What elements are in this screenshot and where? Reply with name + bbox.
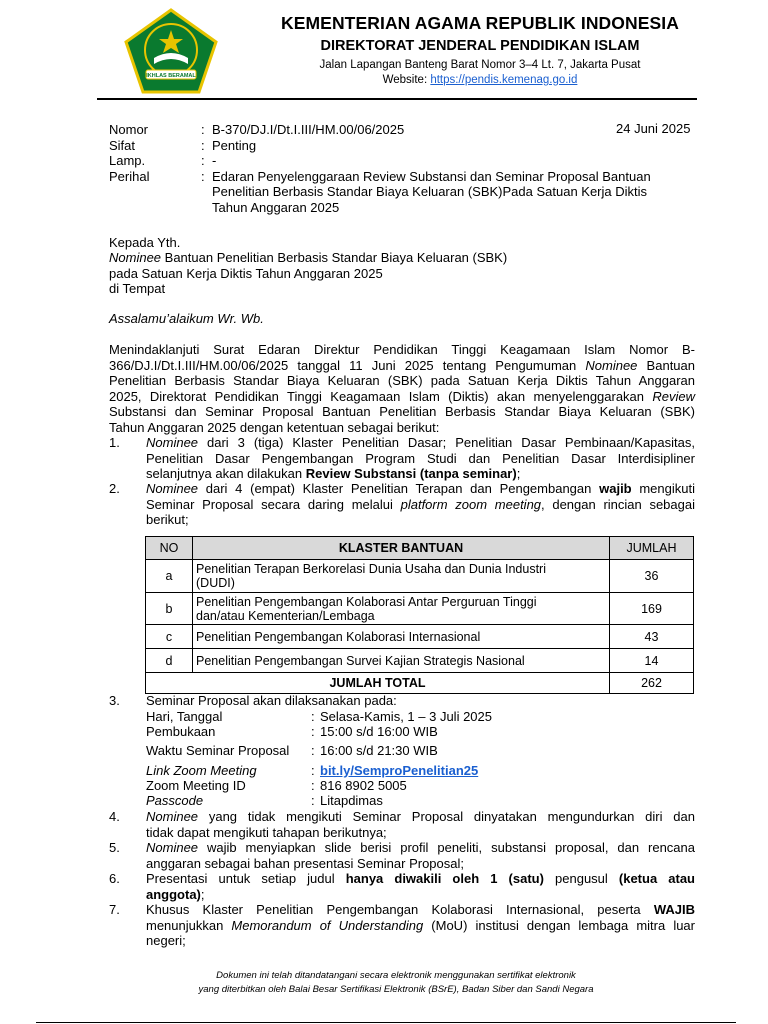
recipient-line: di Tempat [109, 281, 166, 296]
row-klaster: Penelitian Pengembangan Kolaborasi Internasional [193, 625, 610, 649]
letter-date: 24 Juni 2025 [616, 121, 691, 136]
pembukaan-label: Pembukaan [146, 724, 216, 739]
directorate-title: DIREKTORAT JENDERAL PENDIDIKAN ISLAM [320, 38, 640, 54]
row-no: b [146, 593, 193, 625]
recipient-line: Kepada Yth. [109, 235, 181, 250]
zoom-id-value: 816 8902 5005 [320, 778, 407, 793]
hari-value: Selasa-Kamis, 1 – 3 Juli 2025 [320, 709, 492, 724]
address: Jalan Lapangan Banteng Barat Nomor 3–4 Lt. 7, Jakarta Pusat [319, 59, 641, 71]
row-klaster: Penelitian Terapan Berkorelasi Dunia Usaha dan Dunia Industri (DUDI) [193, 560, 610, 593]
perihal-line: Penelitian Berbasis Standar Biaya Keluaran (SBK)Pada Satuan Kerja Diktis [212, 184, 648, 199]
table-row [146, 625, 694, 649]
colon: : [201, 122, 205, 137]
colon: : [311, 724, 315, 739]
list-item: Nominee yang tidak mengikuti Seminar Proposal dinyatakan mengundurkan diri dan tidak dapat mengikuti tahapan berikutnya; [146, 809, 695, 840]
row-klaster: Penelitian Pengembangan Survei Kajian Strategis Nasional [193, 649, 610, 673]
row-jumlah: 43 [610, 625, 694, 649]
row-jumlah: 169 [610, 593, 694, 625]
col-jumlah: JUMLAH [610, 537, 694, 560]
colon: : [311, 778, 315, 793]
kemenag-logo [124, 8, 218, 94]
recipient-line: Nominee Bantuan Penelitian Berbasis Standar Biaya Keluaran (SBK) [109, 250, 508, 265]
perihal-line: Edaran Penyelenggaraan Review Substansi dan Seminar Proposal Bantuan [212, 169, 651, 184]
list-item: Presentasi untuk setiap judul hanya diwakili oleh 1 (satu) pengusul (ketua atau anggota); [146, 871, 695, 902]
website: Website: https://pendis.kemenag.go.id [382, 74, 578, 86]
colon: : [201, 169, 205, 184]
table-row [146, 649, 694, 673]
nomor-label: Nomor [109, 122, 149, 137]
list-number: 4. [109, 809, 120, 824]
table-header-row [146, 537, 694, 560]
list-number: 5. [109, 840, 120, 855]
recipient-line: pada Satuan Kerja Diktis Tahun Anggaran 2025 [109, 266, 383, 281]
total-value: 262 [610, 673, 694, 694]
footer-divider [36, 1022, 736, 1023]
list-item: Seminar Proposal akan dilaksanakan pada: [146, 693, 397, 708]
list-item: Nominee wajib menyiapkan slide berisi profil peneliti, substansi proposal, dan rencana anggaran sebagai bahan presentasi Seminar Proposal; [146, 840, 695, 871]
svg-text:IKHLAS BERAMAL: IKHLAS BERAMAL [146, 73, 196, 79]
passcode-label: Passcode [146, 793, 204, 808]
lamp-label: Lamp. [109, 153, 146, 168]
passcode-value: Litapdimas [320, 793, 383, 808]
waktu-value: 16:00 s/d 21:30 WIB [320, 743, 438, 758]
colon: : [201, 153, 205, 168]
nomor-value: B-370/DJ.I/Dt.I.III/HM.00/06/2025 [212, 122, 405, 137]
row-no: d [146, 649, 193, 673]
row-no: a [146, 560, 193, 593]
list-item: Khusus Klaster Penelitian Pengembangan Kolaborasi Internasional, peserta WAJIB menunjukkan Memorandum of Understanding (MoU) institusi dengan lembaga mitra luar negeri; [146, 902, 695, 948]
table-row [146, 560, 694, 593]
lamp-value: - [212, 153, 217, 168]
list-number: 7. [109, 902, 120, 917]
greeting: Assalamu’alaikum Wr. Wb. [109, 311, 264, 326]
row-jumlah: 36 [610, 560, 694, 593]
list-item: Nominee dari 3 (tiga) Klaster Penelitian Dasar; Penelitian Dasar Pembinaan/Kapasitas, Penelitian Dasar Pengembangan Program Studi dan Penelitian Dasar Interdisipliner selanjutnya akan dilakukan Review Substansi (tanpa seminar); [146, 435, 695, 481]
colon: : [311, 743, 315, 758]
colon: : [201, 138, 205, 153]
row-jumlah: 14 [610, 649, 694, 673]
waktu-label: Waktu Seminar Proposal [146, 743, 290, 758]
col-klaster: KLASTER BANTUAN [193, 537, 610, 560]
footer-note: Dokumen ini telah ditandatangani secara elektronik menggunakan sertifikat elektronik [216, 970, 576, 981]
row-no: c [146, 625, 193, 649]
total-label: JUMLAH TOTAL [146, 673, 610, 694]
sifat-value: Penting [212, 138, 257, 153]
website-link[interactable]: https://pendis.kemenag.go.id [430, 74, 578, 86]
list-item: Nominee dari 4 (empat) Klaster Penelitian Terapan dan Pengembangan wajib mengikuti Seminar Proposal secara daring melalui platform zoom meeting, dengan rincian sebagai berikut; [146, 481, 695, 527]
pembukaan-value: 15:00 s/d 16:00 WIB [320, 724, 438, 739]
perihal-label: Perihal [109, 169, 150, 184]
klaster-table [145, 536, 694, 694]
table-row [146, 593, 694, 625]
link-label: Link Zoom Meeting [146, 763, 257, 778]
col-no: NO [146, 537, 193, 560]
list-number: 6. [109, 871, 120, 886]
hari-label: Hari, Tanggal [146, 709, 223, 724]
row-klaster: Penelitian Pengembangan Kolaborasi Antar Perguruan Tinggi dan/atau Kementerian/Lembaga [193, 593, 610, 625]
sifat-label: Sifat [109, 138, 136, 153]
list-number: 3. [109, 693, 120, 708]
colon: : [311, 709, 315, 724]
perihal-line: Tahun Anggaran 2025 [212, 200, 340, 215]
footer-note: yang diterbitkan oleh Balai Besar Sertifikasi Elektronik (BSrE), Badan Siber dan Sandi Negara [198, 984, 594, 995]
colon: : [311, 793, 315, 808]
colon: : [311, 763, 315, 778]
intro-paragraph: Menindaklanjuti Surat Edaran Direktur Pendidikan Tinggi Keagamaan Islam Nomor B- 366/DJ.I/Dt.I.III/HM.00/06/2025 tanggal 11 Juni 2025 tentang Pengumuman Nominee Bantuan Penelitian Berbasis Standar Biaya Keluaran (SBK) pada Satuan Kerja Diktis Tahun Anggaran 2025, Direktorat Pendidikan Tinggi Keagamaan Islam (Diktis) akan menyelenggarakan Review Substansi dan Seminar Proposal Bantuan Penelitian Berbasis Standar Biaya Keluaran (SBK) Tahun Anggaran 2025 dengan ketentuan sebagai berikut: [109, 342, 695, 435]
header-divider [97, 98, 697, 100]
list-number: 1. [109, 435, 120, 450]
table-total-row [146, 673, 694, 694]
list-number: 2. [109, 481, 120, 496]
zoom-id-label: Zoom Meeting ID [146, 778, 246, 793]
zoom-link[interactable]: bit.ly/SemproPenelitian25 [320, 763, 479, 778]
ministry-title: KEMENTERIAN AGAMA REPUBLIK INDONESIA [280, 13, 679, 33]
